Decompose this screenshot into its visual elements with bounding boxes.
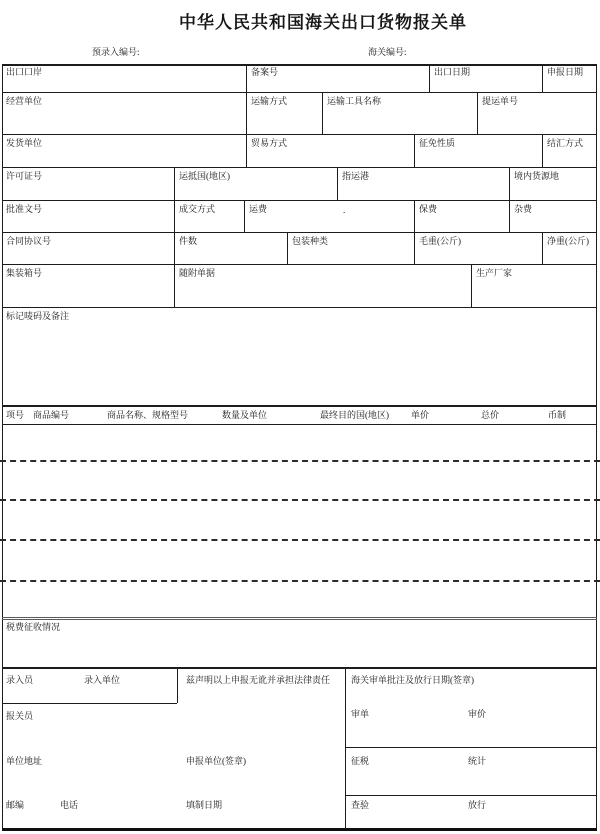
col-unit-price-label: 单价 [411,410,430,420]
field-consignor-label: 发货单位 [6,138,43,148]
field-misc-fees-cell [510,201,597,233]
field-settlement-mode-label: 结汇方式 [547,138,584,148]
field-arrival-country-label: 运抵国(地区) [179,171,230,181]
field-transport-name-cell [323,93,478,135]
inspection-label: 查验 [351,800,370,810]
field-approval-no-cell [2,201,175,233]
field-transport-mode-cell [247,93,323,135]
freight-cell-dot-mark: . [343,205,346,215]
items-header-row [2,407,597,425]
field-export-port-label: 出口口岸 [6,67,43,77]
field-attached-docs-cell [175,265,472,308]
item-row-dashed-separator-4 [0,580,600,582]
col-name-spec-label: 商品名称、规格型号 [107,410,189,420]
field-transport-name-label: 运输工具名称 [327,96,382,106]
field-container-no-label: 集装箱号 [6,268,43,278]
field-export-date-cell [430,64,543,93]
statistics-label: 统计 [468,756,487,766]
field-export-port-cell [2,64,247,93]
field-packing-type-label: 包装种类 [292,236,329,246]
release-label: 放行 [468,800,487,810]
customs-notes-label: 海关审单批注及放行日期(签章) [351,675,474,685]
field-declare-date-cell [543,64,597,93]
field-license-no-cell [2,168,175,201]
field-business-unit-cell [2,93,247,135]
fill-date-label: 填制日期 [186,800,223,810]
field-levy-nature-label: 征免性质 [419,138,456,148]
item-row-dashed-separator-2 [0,499,600,501]
field-record-no-cell [247,64,430,93]
declaring-unit-label: 申报单位(签章) [186,756,246,766]
field-bill-no-cell [478,93,597,135]
customs-grid-rule-2 [345,795,597,796]
field-gross-weight-cell [415,233,543,265]
field-domestic-source-label: 境内货源地 [514,171,560,181]
taxation-label: 征税 [351,756,370,766]
entry-clerk-label: 录入员 [6,675,34,685]
price-review-label: 审价 [468,709,487,719]
item-row-dashed-separator-3 [0,539,600,541]
field-insurance-label: 保费 [419,204,438,214]
field-levy-nature-cell [415,135,543,168]
field-transaction-mode-label: 成交方式 [179,204,216,214]
doc-review-label: 审单 [351,709,370,719]
field-contract-no-label: 合同协议号 [6,236,52,246]
field-trade-mode-cell [247,135,415,168]
field-marks-remarks-cell [2,308,597,407]
tax-section-double-rule [2,617,597,620]
unit-address-label: 单位地址 [6,756,43,766]
tax-section-label: 税费征收情况 [6,622,61,632]
field-packages-cell [175,233,288,265]
postcode-label: 邮编 [6,800,25,810]
declaration-statement: 兹声明以上申报无讹并承担法律责任 [186,675,331,685]
field-container-no-cell [2,265,175,308]
field-bill-no-label: 提运单号 [482,96,519,106]
field-packing-type-cell [288,233,415,265]
field-insurance-cell [415,201,510,233]
field-net-weight-cell [543,233,597,265]
field-destination-port-label: 指运港 [342,171,370,181]
customs-grid-rule-1 [345,747,597,748]
field-manufacturer-label: 生产厂家 [476,268,513,278]
field-license-no-label: 许可证号 [6,171,43,181]
entry-unit-label: 录入单位 [84,675,121,685]
col-total-price-label: 总价 [481,410,500,420]
field-gross-weight-label: 毛重(公斤) [419,236,461,246]
field-export-date-label: 出口日期 [434,67,471,77]
field-misc-fees-label: 杂费 [514,204,533,214]
field-manufacturer-cell [472,265,597,308]
field-packages-label: 件数 [179,236,198,246]
field-attached-docs-label: 随附单据 [179,268,216,278]
field-consignor-cell [2,135,247,168]
field-marks-remarks-label: 标记唛码及备注 [6,311,70,321]
field-transport-mode-label: 运输方式 [251,96,288,106]
col-currency-label: 币制 [548,410,567,420]
entry-box-divider [177,667,178,703]
field-trade-mode-label: 贸易方式 [251,138,288,148]
pre-entry-no-label: 预录入编号: [92,47,140,57]
form-bottom-rule [2,828,597,831]
field-freight-cell [245,201,415,233]
field-destination-port-cell [338,168,510,201]
field-settlement-mode-cell [543,135,597,168]
entry-box-bottom-rule [2,703,177,704]
col-qty-unit-label: 数量及单位 [222,410,268,420]
col-final-destination-label: 最终目的国(地区) [320,410,389,420]
field-arrival-country-cell [175,168,338,201]
declarant-label: 报关员 [6,711,34,721]
field-approval-no-label: 批准文号 [6,204,43,214]
field-contract-no-cell [2,233,175,265]
customs-no-label: 海关编号: [368,47,407,57]
field-net-weight-label: 净重(公斤) [547,236,589,246]
col-commodity-code-label: 商品编号 [33,410,70,420]
field-domestic-source-cell [510,168,597,201]
item-row-dashed-separator-1 [0,460,600,462]
field-business-unit-label: 经营单位 [6,96,43,106]
field-freight-label: 运费 [249,204,268,214]
field-transaction-mode-cell [175,201,245,233]
footer-top-rule [2,667,597,669]
col-item-no-label: 项号 [6,410,25,420]
page-title: 中华人民共和国海关出口货物报关单 [179,13,467,32]
telephone-label: 电话 [60,800,79,810]
field-record-no-label: 备案号 [251,67,279,77]
field-declare-date-label: 申报日期 [547,67,584,77]
